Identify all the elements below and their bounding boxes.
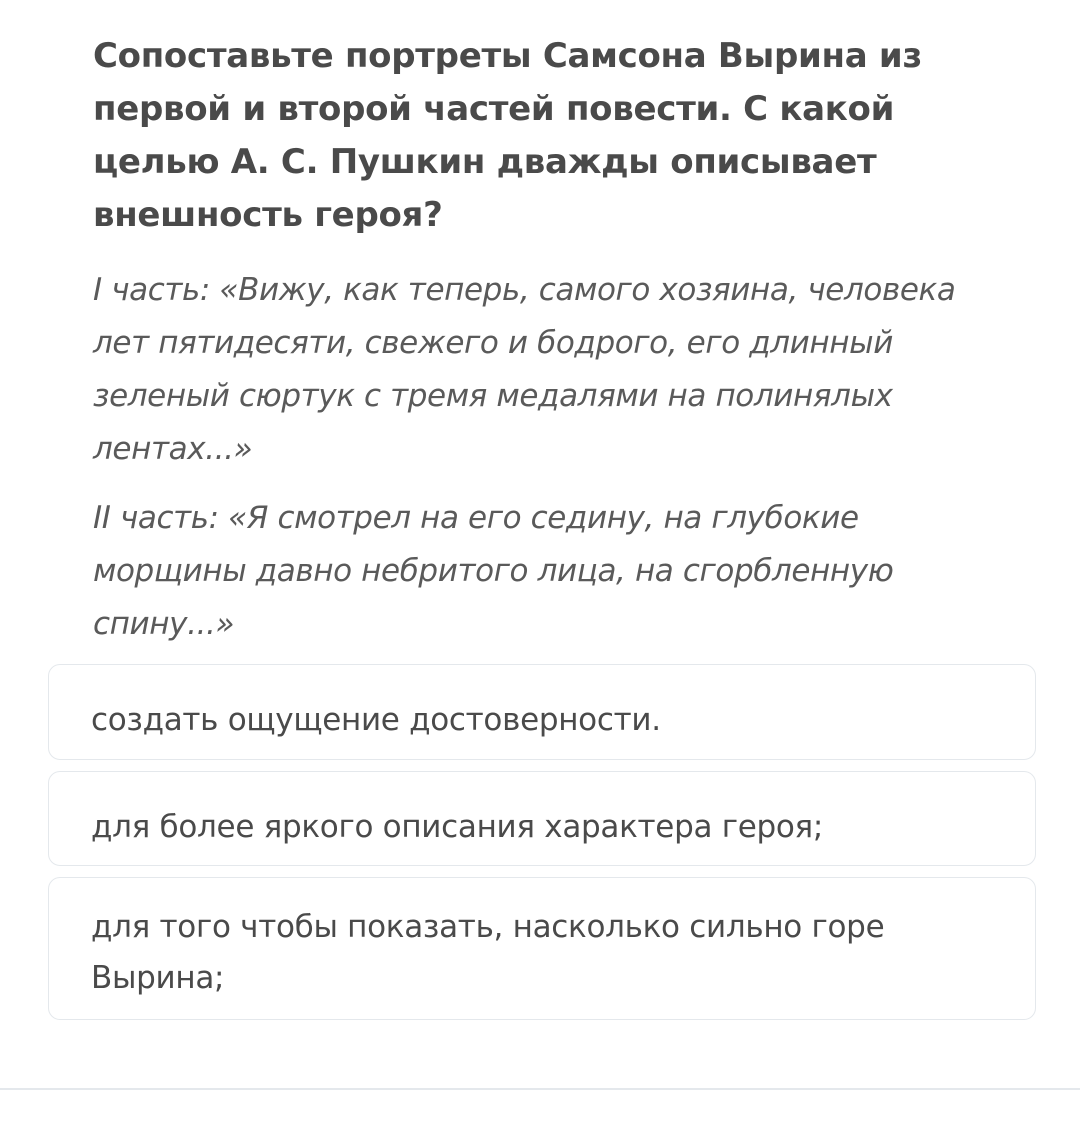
question-title: Сопоставьте портреты Самсона Вырина из первой и второй частей повести. С какой целью А. С. Пушкин дважды описывает внешность героя?: [93, 36, 922, 235]
excerpt-part-1: I часть: «Вижу, как теперь, самого хозяина, человека лет пятидесяти, свежего и бодрого, его длинный зеленый сюртук с тремя медалями на полинялых лентах...»: [93, 272, 956, 467]
answer-option-3[interactable]: для того чтобы показать, насколько сильно горе Вырина;: [48, 877, 1036, 1020]
bottom-divider: [0, 1088, 1080, 1090]
answer-options: [48, 664, 1036, 1031]
answer-option-2[interactable]: для более яркого описания характера героя;: [48, 771, 1036, 866]
excerpt-part-2: II часть: «Я смотрел на его седину, на глубокие морщины давно небритого лица, на сгорбленную спину...»: [93, 500, 894, 642]
question-block: [93, 30, 993, 651]
answer-option-1[interactable]: создать ощущение достоверности.: [48, 664, 1036, 760]
